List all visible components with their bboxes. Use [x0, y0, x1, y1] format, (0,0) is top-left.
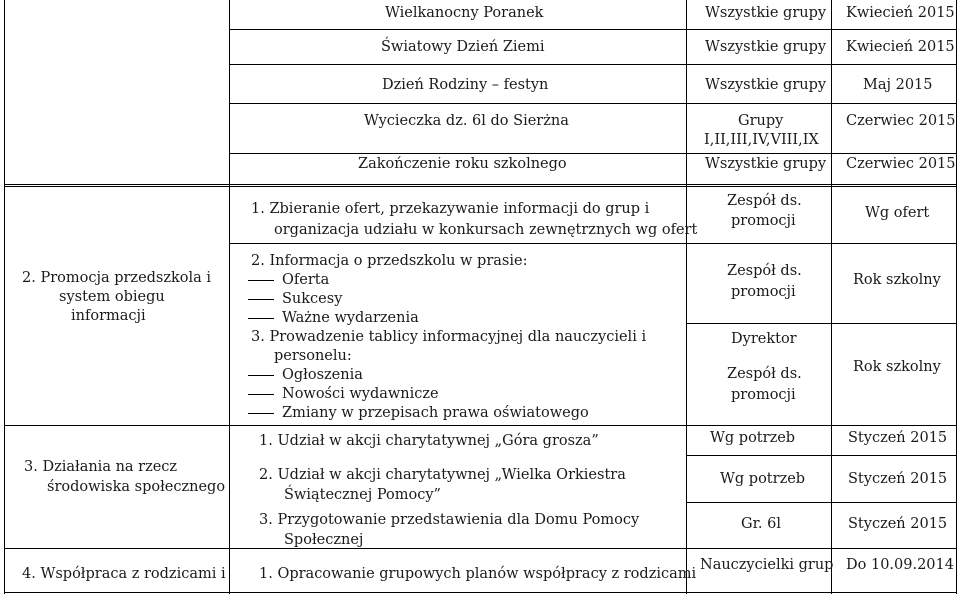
section-title-line: 4. Współpraca z rodzicami i: [22, 566, 226, 582]
task-text: organizacja udziału w konkursach zewnętrznych wg ofert: [274, 222, 698, 238]
task-text: personelu:: [274, 348, 352, 364]
list-item-text: Zmiany w przepisach prawa oświatowego: [282, 405, 589, 421]
task-who: Zespół ds.: [727, 193, 802, 209]
task-who: promocji: [731, 284, 796, 300]
task-text: 2. Udział w akcji charytatywnej „Wielka Orkiestra: [259, 467, 626, 483]
task-text: 1. Zbieranie ofert, przekazywanie informacji do grup i: [251, 201, 650, 217]
event-when: Czerwiec 2015: [846, 113, 956, 129]
task-who: Zespół ds.: [727, 366, 802, 382]
task-who: Wg potrzeb: [720, 471, 806, 487]
list-item-text: Sukcesy: [282, 291, 343, 307]
list-item-text: Oferta: [282, 272, 330, 288]
list-item: [246, 385, 439, 404]
task-when: Styczeń 2015: [848, 471, 948, 487]
list-item: [246, 366, 363, 385]
list-item-text: Nowości wydawnicze: [282, 386, 439, 402]
task-who: Wg potrzeb: [710, 430, 796, 446]
section-title-line: 2. Promocja przedszkola i: [22, 270, 212, 286]
event-who: I,II,III,IV,VIII,IX: [704, 132, 819, 148]
event-who: Wszystkie grupy: [705, 77, 827, 93]
task-when: Wg ofert: [865, 205, 930, 221]
event-who: Wszystkie grupy: [705, 39, 827, 55]
event-who: Wszystkie grupy: [705, 5, 827, 21]
list-item: [246, 309, 419, 328]
event-who: Wszystkie grupy: [705, 156, 827, 172]
event-who: Grupy: [738, 113, 784, 129]
task-text: 2. Informacja o przedszkolu w prasie:: [251, 253, 528, 269]
task-who: promocji: [731, 387, 796, 403]
task-who: Gr. 6l: [741, 516, 782, 532]
task-when: Rok szkolny: [853, 359, 941, 375]
section-title-line: 3. Działania na rzecz: [24, 459, 178, 475]
event-when: Kwiecień 2015: [846, 5, 955, 21]
task-when: Styczeń 2015: [848, 516, 948, 532]
task-text: 3. Przygotowanie przedstawienia dla Domu Pomocy: [259, 512, 640, 528]
event-when: Kwiecień 2015: [846, 39, 955, 55]
list-item: [246, 290, 342, 309]
task-who: Nauczycielki grup: [700, 557, 834, 573]
list-item: [246, 404, 589, 423]
task-who: promocji: [731, 213, 796, 229]
section-title-line: system obiegu: [59, 289, 165, 305]
list-item-text: Ogłoszenia: [282, 367, 363, 383]
task-text: Świątecznej Pomocy”: [284, 487, 441, 503]
task-text: 1. Opracowanie grupowych planów współpracy z rodzicami: [259, 566, 697, 582]
event-name: Dzień Rodziny – festyn: [382, 77, 549, 93]
task-text: Społecznej: [284, 532, 364, 548]
event-when: Maj 2015: [863, 77, 933, 93]
list-item-text: Ważne wydarzenia: [282, 310, 419, 326]
event-when: Czerwiec 2015: [846, 156, 956, 172]
task-when: Rok szkolny: [853, 272, 941, 288]
event-name: Światowy Dzień Ziemi: [381, 39, 545, 55]
task-who: Dyrektor: [731, 331, 797, 347]
event-name: Wielkanocny Poranek: [385, 5, 544, 21]
list-item: [246, 271, 329, 290]
event-name: Wycieczka dz. 6l do Sierżna: [364, 113, 569, 129]
section-title-line: informacji: [71, 308, 146, 324]
task-text: 1. Udział w akcji charytatywnej „Góra grosza”: [259, 433, 599, 449]
task-who: Zespół ds.: [727, 263, 802, 279]
task-text: 3. Prowadzenie tablicy informacyjnej dla nauczycieli i: [251, 329, 647, 345]
task-when: Do 10.09.2014: [846, 557, 954, 573]
task-when: Styczeń 2015: [848, 430, 948, 446]
event-name: Zakończenie roku szkolnego: [358, 156, 567, 172]
section-title-line: środowiska społecznego: [47, 479, 226, 495]
